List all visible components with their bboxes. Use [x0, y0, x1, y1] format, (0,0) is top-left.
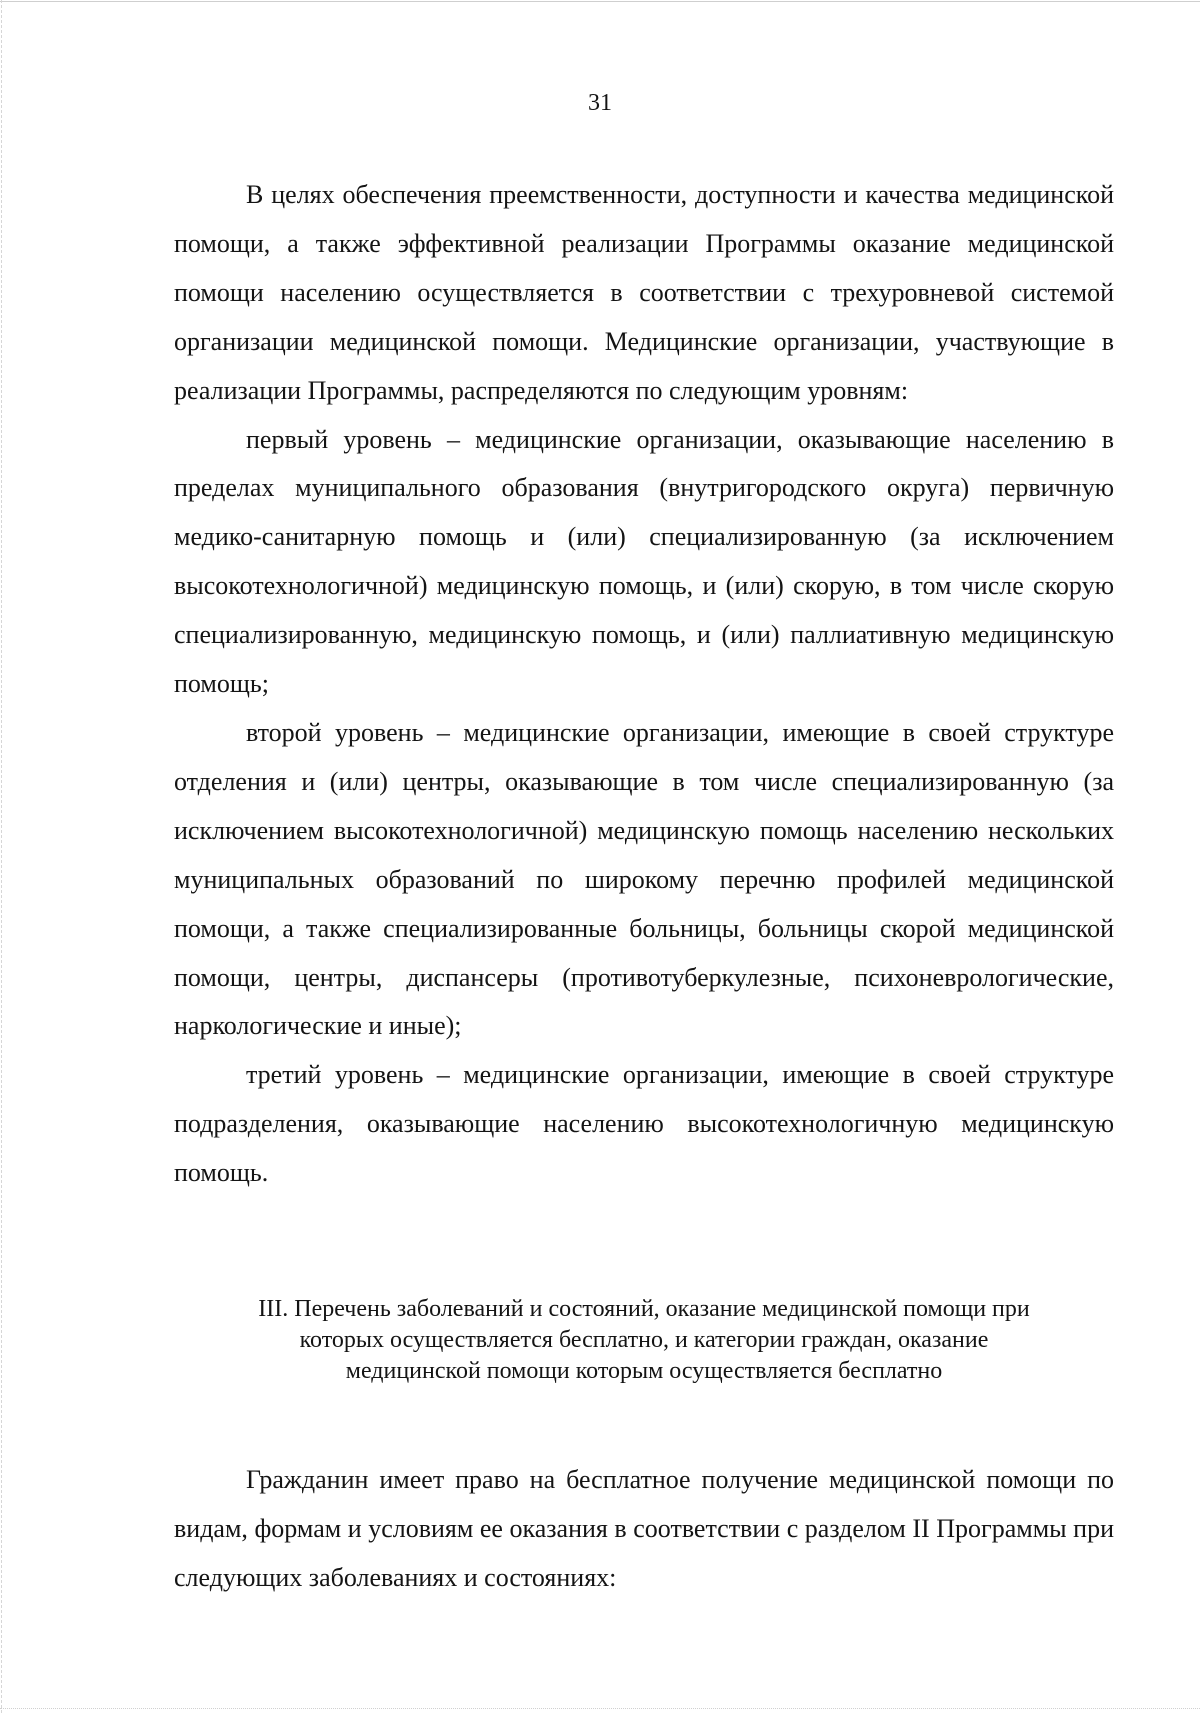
paragraph-intro: В целях обеспечения преемственности, доступности и качества медицинской помощи, а также эффективной реализации Программы оказание медицинской помощи населению осуществляется в соответствии с трехуровневой системой организации медицинской помощи. Медицинские организации, участвующие в реализации Программы, распределяются по следующим уровням:	[174, 180, 1114, 405]
paragraph-second-level: второй уровень – медицинские организации, имеющие в своей структуре отделения и (или) центры, оказывающие в том числе специализированную (за исключением высокотехнологичной) медицинскую помощь населению нескольких муниципальных образований по широкому перечню профилей медицинской помощи, а также специализированные больницы, больницы скорой медицинской помощи, центры, диспансеры (противотуберкулезные, психоневрологические, наркологические и иные);	[174, 717, 1114, 1041]
section-heading-line-2: которых осуществляется бесплатно, и категории граждан, оказание	[299, 1327, 989, 1353]
body-text-levels	[174, 171, 1114, 1198]
scan-edge-top	[0, 1, 1200, 2]
paragraph-third-level: третий уровень – медицинские организации, имеющие в своей структуре подразделения, оказывающие населению высокотехнологичную медицинскую помощь.	[174, 1060, 1114, 1188]
page-number: 31	[588, 90, 612, 116]
section-heading-line-1: III. Перечень заболеваний и состояний, оказание медицинской помощи при	[258, 1296, 1030, 1322]
body-text-section-iii	[174, 1456, 1114, 1603]
section-heading	[174, 1294, 1114, 1387]
paragraph-first-level: первый уровень – медицинские организации, оказывающие населению в пределах муниципального образования (внутригородского округа) первичную медико-санитарную помощь и (или) специализированную (за исключением высокотехнологичной) медицинскую помощь, и (или) скорую, в том числе скорую специализированную, медицинскую помощь, и (или) паллиативную медицинскую помощь;	[174, 424, 1114, 699]
scan-edge-left	[1, 0, 2, 1713]
paragraph-citizen-right: Гражданин имеет право на бесплатное получение медицинской помощи по видам, формам и условиям ее оказания в соответствии с разделом II Программы при следующих заболеваниях и состояниях:	[174, 1465, 1114, 1592]
scan-edge-bottom	[0, 1708, 1200, 1709]
section-heading-line-3: медицинской помощи которым осуществляется бесплатно	[345, 1358, 943, 1384]
